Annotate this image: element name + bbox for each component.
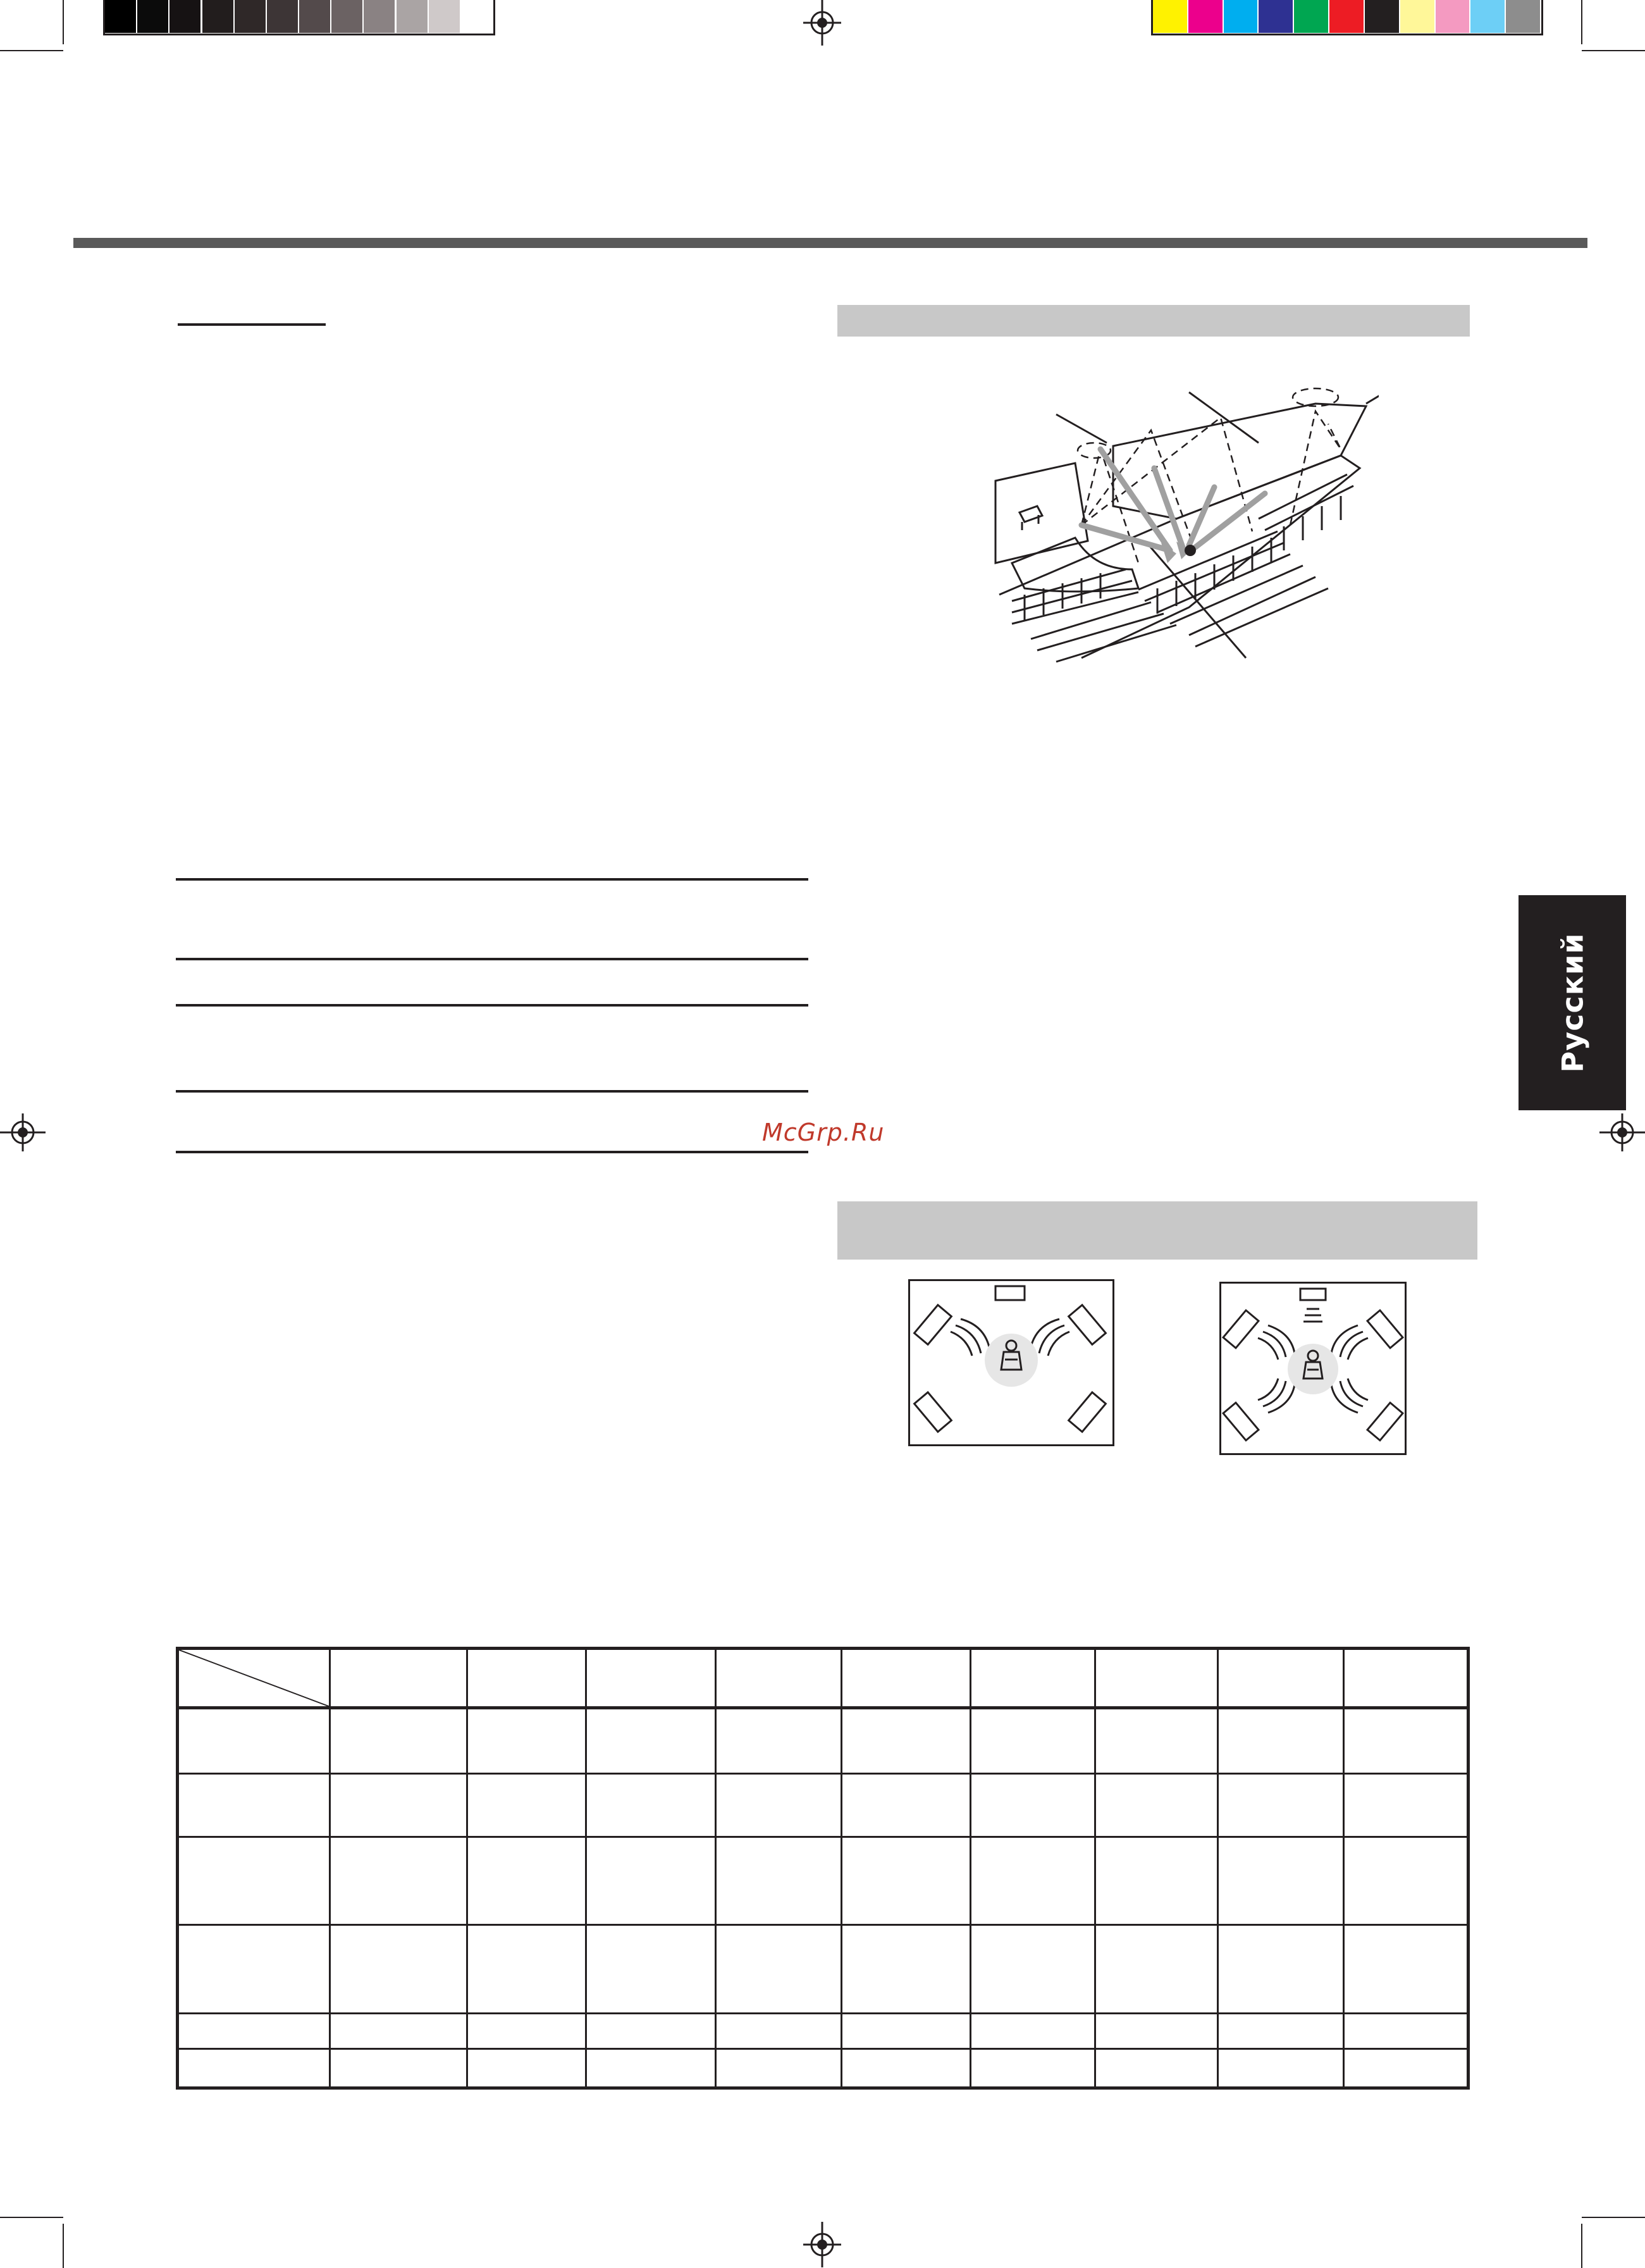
table-cell — [1095, 2013, 1218, 2048]
watermark-text: McGrp.Ru — [762, 1119, 885, 1146]
table-cell — [842, 1837, 970, 1924]
table-cell — [716, 1837, 842, 1924]
table-row-label — [178, 1837, 330, 1924]
table-cell — [467, 1708, 586, 1774]
table-cell — [467, 1774, 586, 1837]
table-cell — [586, 1774, 716, 1837]
section-header-bar — [837, 305, 1470, 337]
table-header-cell — [1095, 1649, 1218, 1708]
table-cell — [716, 1708, 842, 1774]
table-cell — [1095, 1924, 1218, 2013]
table-header-cell — [716, 1649, 842, 1708]
section-header-bar — [837, 1201, 1477, 1260]
table-header-cell — [467, 1649, 586, 1708]
table-cell — [970, 2013, 1095, 2048]
table-header-cell — [586, 1649, 716, 1708]
table-cell — [1344, 1924, 1469, 2013]
table-cell — [970, 1924, 1095, 2013]
table-cell — [970, 1774, 1095, 1837]
mode-table — [176, 1647, 1470, 2090]
five-speaker-layout-icon — [908, 1279, 1114, 1446]
table-cell — [586, 1837, 716, 1924]
five-speaker-dsp-layout-icon — [1219, 1282, 1407, 1455]
table-row-label — [178, 1774, 330, 1837]
table-header-cell — [842, 1649, 970, 1708]
table-cell — [467, 1837, 586, 1924]
concert-hall-reflection-illustration — [987, 380, 1379, 667]
table-cell — [586, 2013, 716, 2048]
table-header-cell — [970, 1649, 1095, 1708]
table-cell — [716, 2013, 842, 2048]
table-corner-cell — [178, 1649, 330, 1708]
table-cell — [842, 2013, 970, 2048]
table-cell — [330, 2048, 467, 2088]
table-header-cell — [1344, 1649, 1469, 1708]
table-cell — [467, 2013, 586, 2048]
language-tab — [1519, 895, 1626, 1110]
table-cell — [842, 1924, 970, 2013]
table-cell — [586, 2048, 716, 2088]
table-cell — [1344, 2048, 1469, 2088]
table-cell — [1095, 1837, 1218, 1924]
table-cell — [1218, 2013, 1344, 2048]
table-row-label — [178, 1708, 330, 1774]
table-cell — [1218, 1924, 1344, 2013]
table-cell — [1344, 1708, 1469, 1774]
table-cell — [1095, 2048, 1218, 2088]
divider-line — [176, 958, 808, 960]
table-cell — [330, 1837, 467, 1924]
table-cell — [330, 1774, 467, 1837]
table-cell — [1095, 1774, 1218, 1837]
divider-line — [176, 1151, 808, 1153]
table-cell — [1344, 1774, 1469, 1837]
divider-line — [176, 878, 808, 881]
table-row-label — [178, 1924, 330, 2013]
divider-line — [176, 1004, 808, 1007]
heading-underline — [178, 323, 326, 326]
table-cell — [842, 1708, 970, 1774]
table-cell — [1095, 1708, 1218, 1774]
table-row-label — [178, 2048, 330, 2088]
table-cell — [1218, 2048, 1344, 2088]
table-cell — [1218, 1837, 1344, 1924]
table-header-cell — [1218, 1649, 1344, 1708]
table-cell — [970, 1837, 1095, 1924]
table-cell — [970, 1708, 1095, 1774]
table-cell — [716, 1924, 842, 2013]
table-header-cell — [330, 1649, 467, 1708]
table-cell — [842, 2048, 970, 2088]
table-cell — [467, 2048, 586, 2088]
table-cell — [970, 2048, 1095, 2088]
table-cell — [586, 1924, 716, 2013]
table-cell — [330, 2013, 467, 2048]
divider-line — [176, 1090, 808, 1093]
table-cell — [842, 1774, 970, 1837]
table-row-label — [178, 2013, 330, 2048]
table-cell — [1218, 1774, 1344, 1837]
table-cell — [716, 2048, 842, 2088]
table-cell — [330, 1708, 467, 1774]
table-cell — [330, 1924, 467, 2013]
header-rule — [73, 238, 1587, 248]
table-cell — [1344, 1837, 1469, 1924]
table-cell — [586, 1708, 716, 1774]
table-cell — [716, 1774, 842, 1837]
language-tab-label: Русский — [1555, 933, 1590, 1073]
table-cell — [1218, 1708, 1344, 1774]
table-cell — [467, 1924, 586, 2013]
table-cell — [1344, 2013, 1469, 2048]
